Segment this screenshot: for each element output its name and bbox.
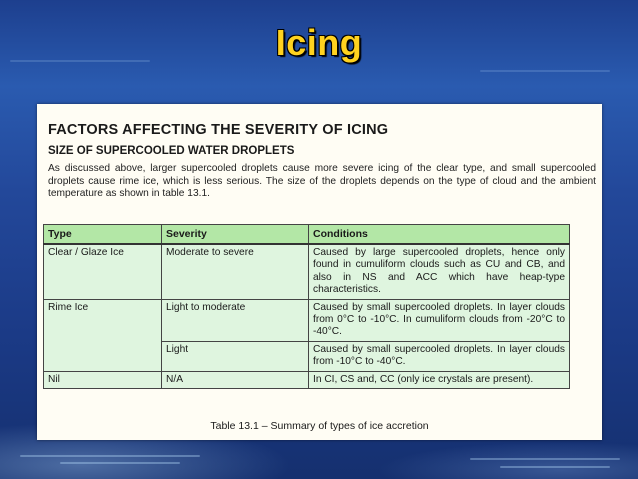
background-streak [60, 462, 180, 464]
cell-severity: Light to moderate [162, 299, 309, 341]
column-header-severity: Severity [162, 225, 309, 245]
ice-accretion-table [43, 224, 570, 389]
cell-conditions: Caused by small supercooled droplets. In layer clouds from 0°C to -10°C. In cumuliform clouds from -20°C to -40°C. [309, 299, 570, 341]
cell-type: Clear / Glaze Ice [44, 244, 162, 299]
cell-conditions: In CI, CS and, CC (only ice crystals are present). [309, 371, 570, 388]
document-subheading: SIZE OF SUPERCOOLED WATER DROPLETS [48, 145, 295, 157]
table-row [44, 371, 570, 388]
document-paragraph: As discussed above, larger supercooled droplets cause more severe icing of the clear type, and small supercooled droplets cause rime ice, which is less serious. The size of the droplets depends on the type of cloud and the ambient temperature as shown in table 13.1. [48, 163, 596, 199]
table-row [44, 244, 570, 299]
document-heading: FACTORS AFFECTING THE SEVERITY OF ICING [48, 122, 389, 138]
cell-type: Rime Ice [44, 299, 162, 371]
background-streak [500, 466, 610, 468]
cell-type: Nil [44, 371, 162, 388]
background-streak [470, 458, 620, 460]
document-card [37, 104, 602, 440]
table-header-row [44, 225, 570, 245]
table-row [44, 299, 570, 341]
cell-severity: Light [162, 341, 309, 371]
column-header-type: Type [44, 225, 162, 245]
background-streak [480, 70, 610, 72]
cell-severity: N/A [162, 371, 309, 388]
background-streak [20, 455, 200, 457]
cell-severity: Moderate to severe [162, 244, 309, 299]
cell-conditions: Caused by large supercooled droplets, hence only found in cumuliform clouds such as CU and CB, and also in NS and ACC which have heap-type characteristics. [309, 244, 570, 299]
slide-title: Icing [275, 22, 363, 63]
table-caption: Table 13.1 – Summary of types of ice accretion [210, 420, 429, 432]
column-header-conditions: Conditions [309, 225, 570, 245]
cell-conditions: Caused by small supercooled droplets. In layer clouds from -10°C to -40°C. [309, 341, 570, 371]
